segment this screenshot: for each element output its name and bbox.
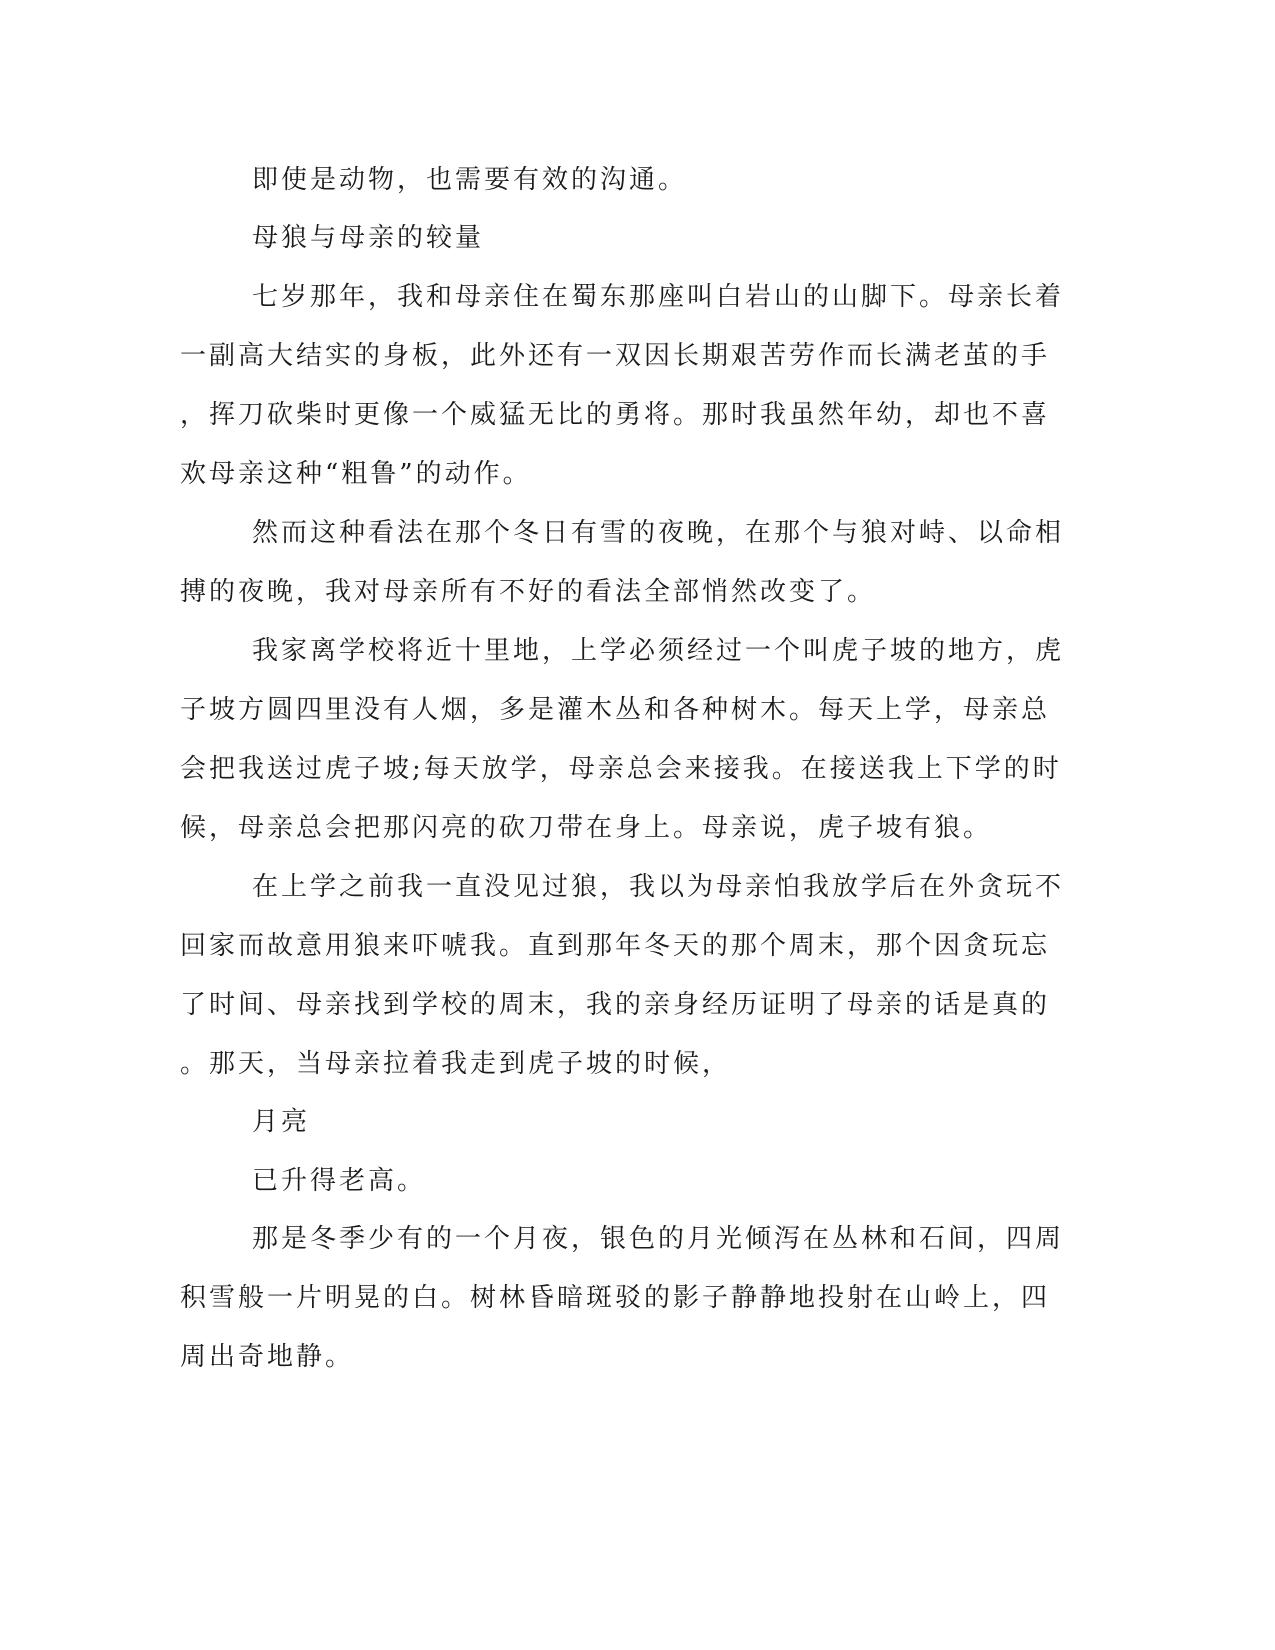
text-line: 一副高大结实的身板，此外还有一双因长期艰苦劳作而长满老茧的手 xyxy=(180,341,1051,371)
text-line: 母狼与母亲的较量 xyxy=(252,223,485,253)
text-line: 我家离学校将近十里地，上学必须经过一个叫虎子坡的地方，虎 xyxy=(252,636,1065,666)
text-line: 候，母亲总会把那闪亮的砍刀带在身上。母亲说，虎子坡有狼。 xyxy=(180,813,993,843)
text-line: 月亮 xyxy=(252,1107,311,1137)
text-line: 会把我送过虎子坡;每天放学，母亲总会来接我。在接送我上下学的时 xyxy=(180,754,1062,784)
text-line: 在上学之前我一直没见过狼，我以为母亲怕我放学后在外贪玩不 xyxy=(252,872,1065,902)
text-line: 搏的夜晚，我对母亲所有不好的看法全部悄然改变了。 xyxy=(180,577,877,607)
text-line: 然而这种看法在那个冬日有雪的夜晚，在那个与狼对峙、以命相 xyxy=(252,518,1065,548)
text-line: 那是冬季少有的一个月夜，银色的月光倾泻在丛林和石间，四周 xyxy=(252,1224,1065,1254)
text-line: 已升得老高。 xyxy=(252,1166,427,1196)
text-line: 周出奇地静。 xyxy=(180,1342,355,1372)
text-line: 即使是动物，也需要有效的沟通。 xyxy=(252,165,688,195)
text-line: 了时间、母亲找到学校的周末，我的亲身经历证明了母亲的话是真的 xyxy=(180,990,1051,1020)
text-line: 积雪般一片明晃的白。树林昏暗斑驳的影子静静地投射在山岭上，四 xyxy=(180,1283,1051,1313)
text-line: 子坡方圆四里没有人烟，多是灌木丛和各种树木。每天上学，母亲总 xyxy=(180,695,1051,725)
text-line: 。那天，当母亲拉着我走到虎子坡的时候， xyxy=(180,1049,732,1079)
text-line: ，挥刀砍柴时更像一个威猛无比的勇将。那时我虽然年幼，却也不喜 xyxy=(180,400,1051,430)
text-line: 欢母亲这种“粗鲁”的动作。 xyxy=(180,459,532,489)
text-line: 七岁那年，我和母亲住在蜀东那座叫白岩山的山脚下。母亲长着 xyxy=(252,282,1065,312)
text-line: 回家而故意用狼来吓唬我。直到那年冬天的那个周末，那个因贪玩忘 xyxy=(180,931,1051,961)
